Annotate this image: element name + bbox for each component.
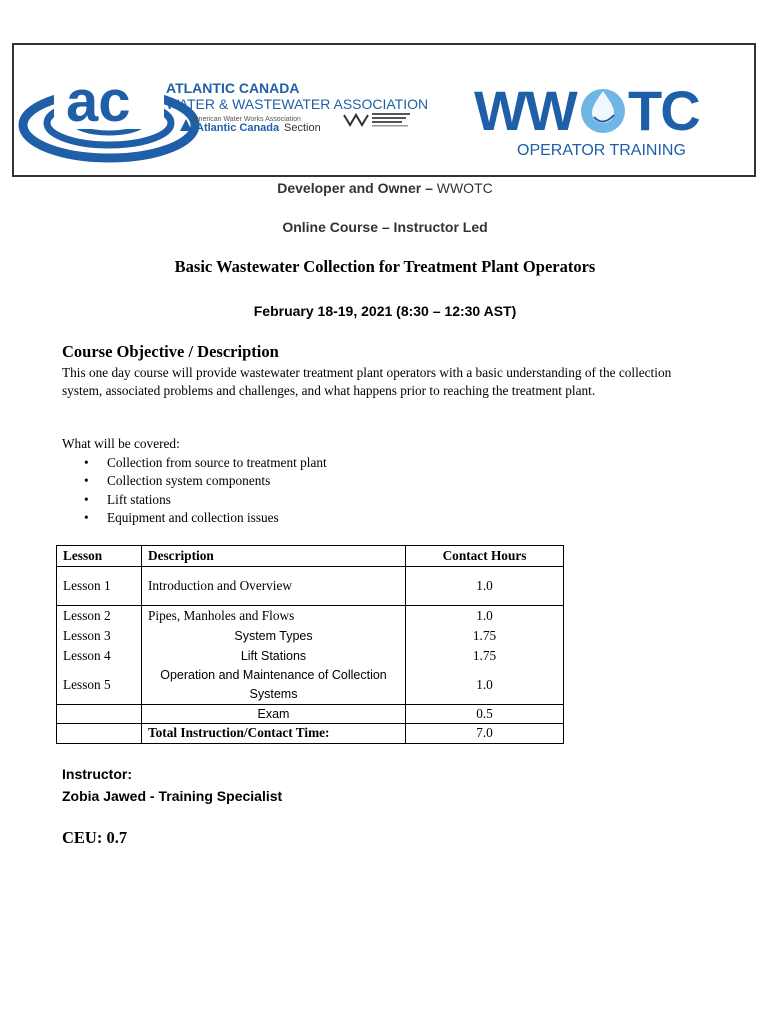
header-contact-hours: Contact Hours <box>406 546 564 567</box>
cell-lesson: Lesson 5 <box>57 666 142 705</box>
table-row <box>57 646 564 666</box>
cell-hours: 1.0 <box>406 606 564 626</box>
course-format: Online Course – Instructor Led <box>282 219 488 235</box>
cell-hours: 0.5 <box>406 704 564 723</box>
lesson-table <box>56 545 564 744</box>
course-date: February 18-19, 2021 (8:30 – 12:30 AST) <box>253 303 517 319</box>
list-item: • Equipment and collection issues <box>80 509 327 527</box>
list-item: • Lift stations <box>80 491 327 509</box>
ceu-value: CEU: 0.7 <box>62 828 128 847</box>
cell-description: System Types <box>142 626 406 646</box>
instructor-label: Instructor: <box>62 766 132 782</box>
developer-label: Developer and Owner – <box>277 180 437 196</box>
table-row <box>57 666 564 705</box>
developer-value: WWOTC <box>436 180 493 196</box>
acwwa-title-2: WATER & WASTEWATER ASSOCIATION <box>166 96 429 112</box>
cell-lesson-empty <box>57 723 142 743</box>
covered-intro: What will be covered: <box>62 436 180 451</box>
wwotc-subtitle: OPERATOR TRAINING <box>517 142 686 159</box>
acwwa-title-1: ATLANTIC CANADA <box>166 80 300 96</box>
cell-description: Pipes, Manholes and Flows <box>142 606 406 626</box>
cell-lesson: Lesson 3 <box>57 626 142 646</box>
table-row <box>57 626 564 646</box>
wwotc-tc: TC <box>628 79 699 142</box>
wwotc-ww: WW <box>474 79 576 142</box>
cell-hours: 1.75 <box>406 626 564 646</box>
wef-logo-icon <box>344 113 410 127</box>
cell-description: Exam <box>142 704 406 723</box>
header-logo-box <box>12 43 756 177</box>
total-value: 7.0 <box>406 723 564 743</box>
instructor-name: Zobia Jawed - Training Specialist <box>62 788 283 804</box>
cell-hours: 1.0 <box>406 666 564 705</box>
total-label: Total Instruction/Contact Time: <box>142 723 406 743</box>
awwa-section-word: Section <box>284 122 321 134</box>
covered-list <box>80 454 327 528</box>
objective-text: This one day course will provide wastewater treatment plant operators with a basic understanding of the collection system, associated problems and challenges, and what happens prior to reaching the treatment plant. <box>62 365 672 399</box>
course-title: Basic Wastewater Collection for Treatment Plant Operators <box>174 257 596 276</box>
logos-svg <box>14 45 754 175</box>
cell-lesson: Lesson 1 <box>57 567 142 606</box>
table-row <box>57 567 564 606</box>
table-total-row <box>57 723 564 743</box>
cell-hours: 1.75 <box>406 646 564 666</box>
awwa-text: American Water Works Association <box>192 116 301 123</box>
cell-description: Lift Stations <box>142 646 406 666</box>
header-description: Description <box>142 546 406 567</box>
header-lesson: Lesson <box>57 546 142 567</box>
list-item: • Collection system components <box>80 472 327 490</box>
cell-hours: 1.0 <box>406 567 564 606</box>
cell-lesson: Lesson 4 <box>57 646 142 666</box>
awwa-section-brand: Atlantic Canada <box>196 122 280 134</box>
table-row <box>57 606 564 626</box>
wwotc-logo <box>474 79 699 159</box>
objective-heading: Course Objective / Description <box>62 342 279 361</box>
table-row <box>57 704 564 723</box>
cell-description: Introduction and Overview <box>142 567 406 606</box>
cell-lesson: Lesson 2 <box>57 606 142 626</box>
developer-line <box>0 180 770 196</box>
list-item: • Collection from source to treatment plant <box>80 454 327 472</box>
cell-lesson <box>57 704 142 723</box>
table-header-row <box>57 546 564 567</box>
ac-letters: ac <box>66 69 131 134</box>
cell-description: Operation and Maintenance of Collection Systems <box>142 666 406 705</box>
